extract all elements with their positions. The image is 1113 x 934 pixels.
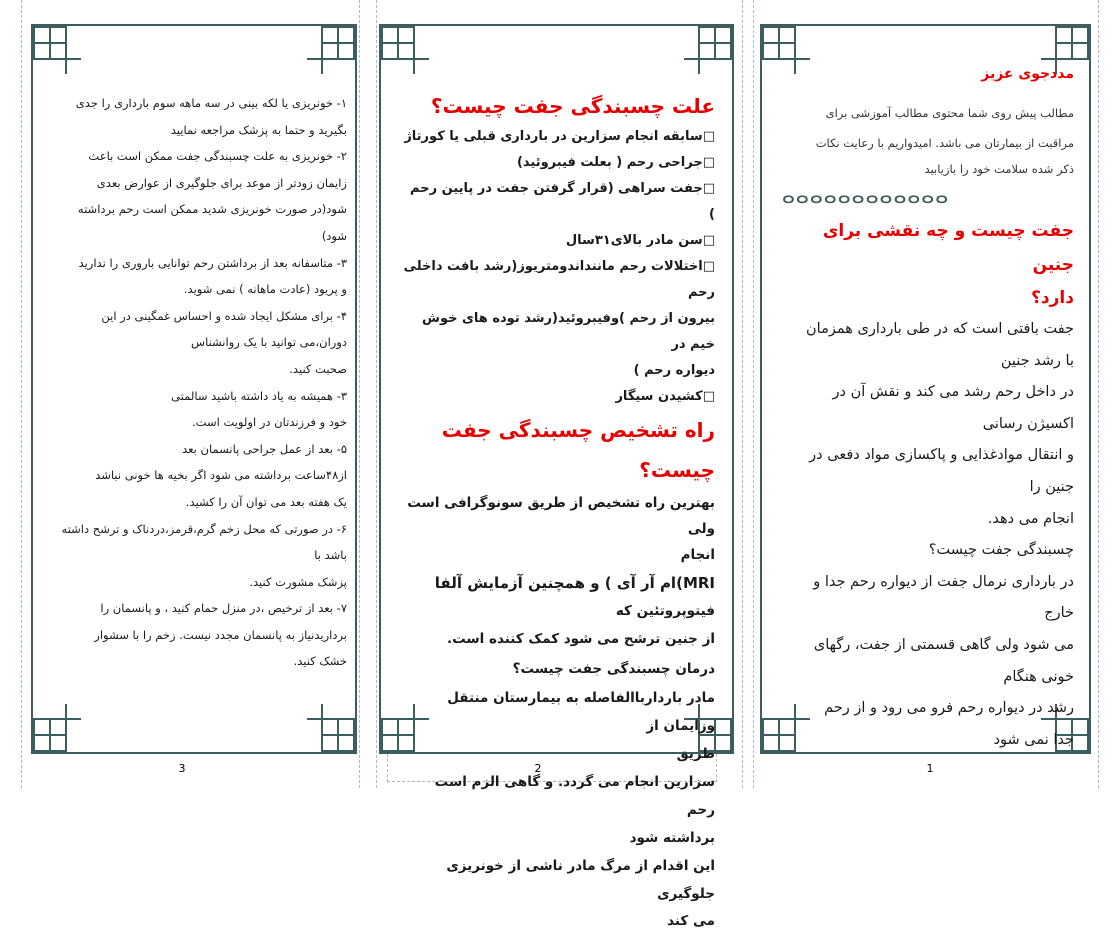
decorative-ornament-row: ⴰⴰⴰⴰⴰⴰⴰⴰⴰⴰⴰⴰ [782,184,950,208]
cause-text: سابقه انجام سزارین در بارداری قبلی یا کورتاژ [404,129,703,144]
text-line: انجام [680,547,715,563]
text-line: ۱- خونریزی یا لکه بینی در سه ماهه سوم بارداری را جدی [75,96,347,110]
list-item: □جراحی رحم ( بعلت فیبروئید) [516,155,715,170]
text-line: طریق [676,746,715,762]
causes-title: علت چسبندگی جفت چیست؟ [430,94,715,118]
corner-ornament [682,26,732,76]
page-guide-line [742,0,743,788]
text-line: سزارین انجام می گردد. و گاهی الزم است رحم [434,774,715,818]
cause-text: اختلالات رحم ماننداندومتریوز(رشد بافت داخلی رحم [403,259,715,300]
panel-page-1 [760,24,1091,754]
cause-text: کشیدن سیگار [615,389,703,404]
page-guide-line [1098,0,1099,788]
text-line: مراقبت از بیمارتان می باشد. امیدواریم با رعایت نکات [815,136,1074,150]
cause-text: سن مادر بالای۳۱سال [565,233,703,248]
section-title: جفت چیست و چه نقشی برای جنین [822,221,1074,275]
text-line: ۲- خونریزی به علت چسبندگی جفت ممکن است باعث [88,149,347,164]
list-item-continuation: دیواره رحم ) [633,363,715,378]
text-line: ۴- برای مشکل ایجاد شده و احساس غمگینی در این [101,308,347,323]
text-line: بگیرید و حتما به پزشک مراجعه نمایید [170,122,347,137]
text-line: فیتوپروتئین که [615,603,715,619]
list-item: □جفت سراهی (قرار گرفتن جفت در پایین رحم ) [410,181,715,222]
text-line: ۳- متاسفانه بعد از برداشتن رحم توانایی باروری را ندارید [78,255,347,270]
cause-text: جراحی رحم ( بعلت فیبروئید) [516,155,703,170]
care-instructions [59,90,347,675]
page-guide-line [359,0,360,788]
list-item: □سابقه انجام سزارین در بارداری قبلی یا کورتاژ [404,129,715,144]
text-line: مادر باردارباالفاصله به بیمارستان منتقل وزایمان از [447,690,715,734]
text-line: دوران،می توانید با یک روانشناس [191,335,347,350]
text-line: ۵- بعد از عمل جراحی پانسمان بعد [182,441,347,456]
text-line: این اقدام از مرگ مادر ناشی از خونریزی جلوگیری [446,858,715,902]
text-line: خونی هنگام [1003,668,1074,685]
body-text [782,314,1074,756]
text-line: جدا نمی شود [993,731,1074,748]
text-line: از جنین ترشح می شود کمک کننده است. [446,631,715,647]
diagnosis-title: راه تشخیص چسبندگی جفت چیست؟ [441,418,715,482]
text-line: درمان چسبندگی جفت چیست؟ [512,661,715,677]
text-line: و پریود (عادت ماهانه ) نمی شوید. [183,282,347,297]
text-line: در داخل رحم رشد می کند و نقش آن در [832,384,1074,401]
list-item: □اختلالات رحم ماننداندومتریوز(رشد بافت داخلی رحم [403,259,715,300]
panel-page-3 [31,24,357,754]
corner-ornament [305,702,355,752]
corner-ornament [33,26,83,76]
panel-page-2 [379,24,734,929]
text-line: رشد در دیواره رحم فرو می رود و از رحم [824,700,1074,717]
text-line: جفت بافتی است که در طی بارداری همزمان [806,321,1074,337]
text-line: باشد با [314,548,347,563]
text-line: ۳- همیشه به یاد داشته باشید سالمتی [171,388,347,403]
text-line: مطالب پیش روی شما محتوی مطالب آموزشی برای [825,106,1074,120]
text-line: می کند [667,913,715,929]
intro-section [782,62,1074,756]
list-item: □کشیدن سیگار [615,389,715,404]
text-line: بهترین راه تشخیص از طریق سونوگرافی است ولی [407,495,715,537]
list-item-continuation: بیرون از رحم )وفیبروئید(رشد توده های خوش خیم در [422,311,715,352]
text-line: خارج [1044,605,1074,622]
text-line: ذکر شده سلامت خود را بازیابید [924,162,1074,176]
greeting-title: مددجوی عزیز [981,66,1074,82]
page-number: 1 [926,762,934,775]
corner-ornament [305,26,355,76]
text-line: MRI)ام آر آی ) و همچنین آزمایش آلفا [434,574,715,592]
text-line: ۶- در صورتی که محل زخم گرم،قرمز،دردناک و ترشح داشته [61,521,347,536]
page-number: 3 [178,762,186,775]
text-line: یک هفته بعد می توان آن را کشید. [185,494,347,509]
text-line: برداشته شود [629,830,715,846]
cause-text: جفت سراهی (قرار گرفتن جفت در پایین رحم ) [410,181,715,222]
text-line: شود(در صورت خونریزی شدید ممکن است رحم برداشته شود) [77,202,347,243]
text-line: از۴۸ساعت برداشته می شود اگر بخیه ها خونی نباشد [95,468,347,483]
page-guide-line [21,0,22,788]
text-line: زایمان زودتر از موعد برای جلوگیری از عوارض بعدی [96,175,347,190]
text-line: در بارداری نرمال جفت از دیواره رحم جدا و [813,573,1074,590]
text-line: چسبندگی جفت چیست؟ [928,542,1074,559]
text-line: برداریدنیاز به پانسمان مجدد نیست. زخم را با سشوار [94,627,347,642]
page-guide-line [753,0,754,788]
page-number: 2 [534,762,542,775]
corner-ornament [33,702,83,752]
text-line: و انتقال موادغذایی و پاکسازی مواد دفعی در [809,447,1074,464]
text-line: ۷- بعد از ترخیص ،در منزل حمام کنید ، و پانسمان را [100,601,347,616]
list-item: □سن مادر بالای۳۱سال [565,233,715,248]
text-line: با رشد جنین [1000,352,1074,369]
text-line: انجام می دهد. [987,510,1074,527]
corner-ornament [381,26,431,76]
text-line: صحبت کنید. [289,361,347,376]
text-line: خشک کنید. [293,654,347,669]
text-line: جنین را [1029,478,1074,495]
text-line: خود و فرزندتان در اولویت است. [192,415,347,430]
text-line: اکسیژن رسانی [982,415,1074,432]
text-line: می شود ولی گاهی قسمتی از جفت، رگهای [813,636,1074,653]
causes-and-diagnosis [403,88,715,934]
section-title: دارد؟ [1031,288,1074,308]
text-line: پزشک مشورت کنید. [249,574,347,589]
page-guide-line [376,0,377,788]
